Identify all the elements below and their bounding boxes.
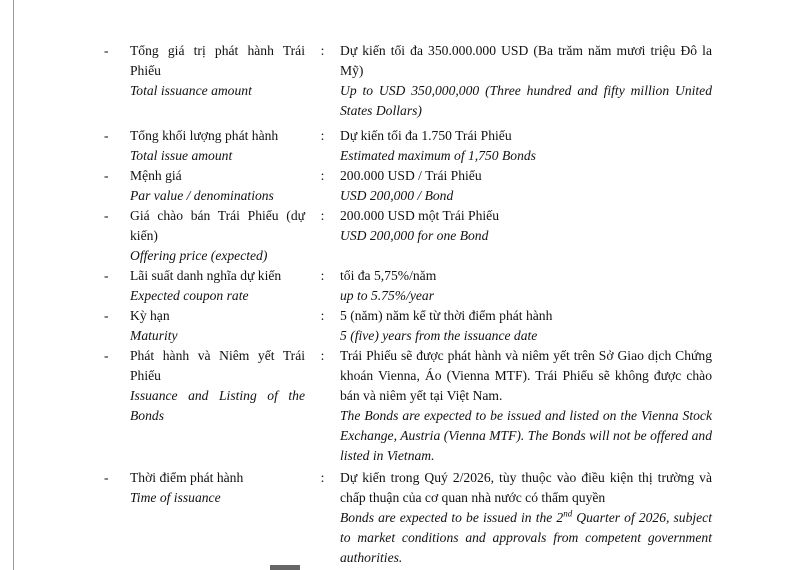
- term-value-en: USD 200,000 / Bond: [340, 188, 454, 203]
- term-value-vi: 5 (năm) năm kể từ thời điểm phát hành: [340, 308, 553, 323]
- bullet-dash: -: [104, 308, 109, 323]
- term-value-en: [340, 508, 712, 568]
- term-label: [130, 266, 305, 306]
- term-label-vi: Lãi suất danh nghĩa dự kiến: [130, 268, 282, 283]
- page-edge-mark: [270, 565, 300, 570]
- colon-separator: :: [320, 348, 325, 363]
- term-label: [130, 41, 305, 126]
- term-value-en-part: Bonds are expected to be issued in the 2: [340, 510, 564, 525]
- term-label-vi: Tổng giá trị phát hành Trái Phiếu: [130, 43, 305, 78]
- term-value-en-part: Quarter of 2026, subject to market conditions and approvals from competent government authorities.: [340, 510, 712, 565]
- colon-separator: :: [320, 128, 325, 143]
- term-label-en: Offering price (expected): [130, 248, 268, 263]
- term-row-offering-price: [0, 206, 795, 266]
- colon-separator: :: [320, 470, 325, 485]
- term-value-en: USD 200,000 for one Bond: [340, 228, 489, 243]
- term-value: [340, 266, 712, 306]
- term-value-vi: Dự kiến tối đa 1.750 Trái Phiếu: [340, 128, 512, 143]
- term-value-vi: Dự kiến tối đa 350.000.000 USD (Ba trăm năm mươi triệu Đô la Mỹ): [340, 43, 712, 78]
- term-label-en: Maturity: [130, 328, 178, 343]
- colon-separator: :: [320, 268, 325, 283]
- term-label: [130, 346, 305, 468]
- term-row-maturity: [0, 306, 795, 346]
- term-label: [130, 166, 305, 206]
- term-label-en: Expected coupon rate: [130, 288, 249, 303]
- term-label-vi: Thời điểm phát hành: [130, 470, 244, 485]
- bullet-dash: -: [104, 348, 109, 363]
- term-label-en: Total issuance amount: [130, 83, 252, 98]
- term-value-en: Up to USD 350,000,000 (Three hundred and fifty million United States Dollars): [340, 83, 712, 118]
- colon-separator: :: [320, 43, 325, 58]
- term-row-issuance-and-listing: [0, 346, 795, 468]
- term-value: [340, 306, 712, 346]
- bullet-dash: -: [104, 470, 109, 485]
- term-value-vi: 200.000 USD một Trái Phiếu: [340, 208, 499, 223]
- term-row-time-of-issuance: [0, 468, 795, 568]
- term-label-vi: Mệnh giá: [130, 168, 182, 183]
- term-value: [340, 41, 712, 126]
- term-value-en: Estimated maximum of 1,750 Bonds: [340, 148, 536, 163]
- term-value-vi: Trái Phiếu sẽ được phát hành và niêm yết trên Sở Giao dịch Chứng khoán Vienna, Áo (Vienna MTF). Trái Phiếu sẽ không được chào bán và niêm yết tại Việt Nam.: [340, 348, 712, 403]
- bond-terms-list: [0, 41, 795, 568]
- term-label-vi: Tổng khối lượng phát hành: [130, 128, 279, 143]
- term-value-en: up to 5.75%/year: [340, 288, 435, 303]
- term-value-vi: Dự kiến trong Quý 2/2026, tùy thuộc vào điều kiện thị trường và chấp thuận của cơ quan nhà nước có thẩm quyền: [340, 470, 712, 505]
- colon-separator: :: [320, 208, 325, 223]
- term-row-total-issue-amount: [0, 126, 795, 166]
- term-row-coupon-rate: [0, 266, 795, 306]
- bullet-dash: -: [104, 208, 109, 223]
- term-value: [340, 166, 712, 206]
- bullet-dash: -: [104, 168, 109, 183]
- term-value: [340, 468, 712, 568]
- term-label: [130, 468, 305, 568]
- term-label-en: Issuance and Listing of the Bonds: [130, 388, 305, 423]
- bullet-dash: -: [104, 128, 109, 143]
- ordinal-suffix: nd: [563, 508, 573, 519]
- term-label-en: Par value / denominations: [130, 188, 274, 203]
- term-label-vi: Phát hành và Niêm yết Trái Phiếu: [130, 348, 305, 383]
- colon-separator: :: [320, 308, 325, 323]
- term-label-vi: Giá chào bán Trái Phiếu (dự kiến): [130, 208, 305, 243]
- term-label: [130, 206, 305, 266]
- term-value-vi: tối đa 5,75%/năm: [340, 268, 437, 283]
- term-label: [130, 126, 305, 166]
- term-row-total-issuance-amount: [0, 41, 795, 126]
- bullet-dash: -: [104, 268, 109, 283]
- term-label-vi: Kỳ hạn: [130, 308, 170, 323]
- term-value: [340, 346, 712, 468]
- bullet-dash: -: [104, 43, 109, 58]
- term-label-en: Time of issuance: [130, 490, 221, 505]
- term-label-en: Total issue amount: [130, 148, 233, 163]
- term-value-en: The Bonds are expected to be issued and listed on the Vienna Stock Exchange, Austria (Vienna MTF). The Bonds will not be offered and listed in Vietnam.: [340, 408, 712, 463]
- term-label: [130, 306, 305, 346]
- term-row-par-value: [0, 166, 795, 206]
- colon-separator: :: [320, 168, 325, 183]
- term-value: [340, 126, 712, 166]
- term-value-vi: 200.000 USD / Trái Phiếu: [340, 168, 482, 183]
- term-value-en: 5 (five) years from the issuance date: [340, 328, 538, 343]
- term-value: [340, 206, 712, 266]
